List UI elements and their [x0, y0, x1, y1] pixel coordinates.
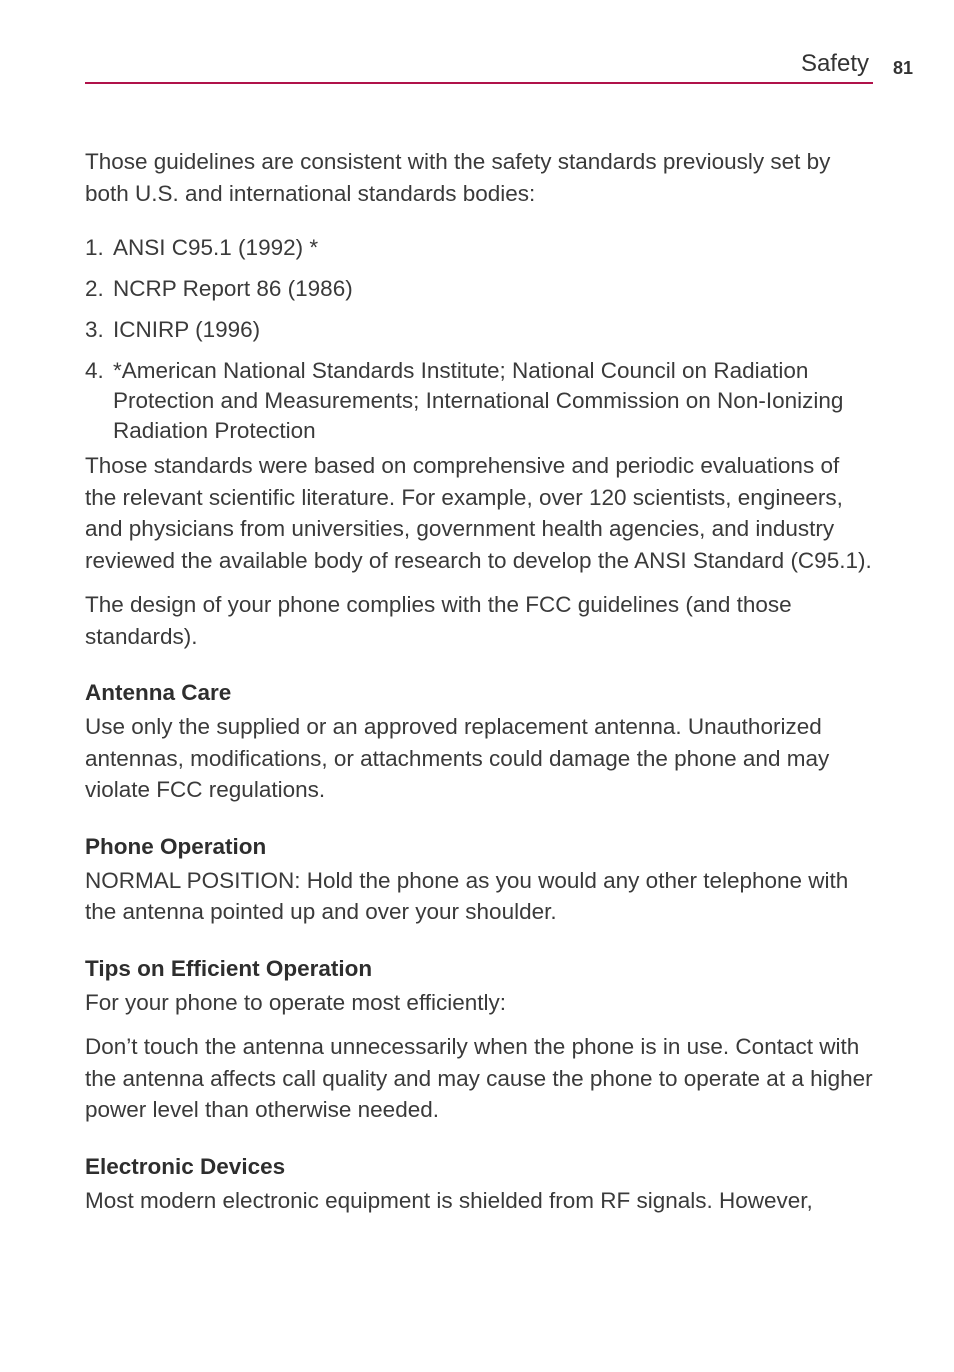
standards-basis-paragraph: Those standards were based on comprehensive and periodic evaluations of the relevant scientific literature. For example, over 120 scientists, engineers, and physicians from universities, government health agencies, and industry reviewed the available body of research to develop the ANSI Standard (C95.1). [85, 453, 872, 573]
list-item [85, 274, 873, 304]
standards-list [85, 233, 873, 446]
page-header [85, 46, 873, 84]
list-item-number: 2. [85, 276, 104, 301]
design-compliance-paragraph: The design of your phone complies with the FCC guidelines (and those standards). [85, 592, 792, 649]
tips-paragraph-detail: Don’t touch the antenna unnecessarily when the phone is in use. Contact with the antenna affects call quality and may cause the phone to operate at a higher power level than otherwise needed. [85, 1034, 873, 1122]
list-item [85, 233, 873, 263]
phone-operation-paragraph: NORMAL POSITION: Hold the phone as you would any other telephone with the antenna pointed up and over your shoulder. [85, 867, 849, 924]
list-item-text: ICNIRP (1996) [113, 317, 261, 342]
electronic-devices-heading: Electronic Devices [85, 1153, 286, 1179]
phone-operation-heading: Phone Operation [85, 833, 267, 859]
tips-paragraph-intro: For your phone to operate most efficiently: [85, 989, 507, 1015]
page-number: 81 [893, 58, 914, 78]
list-item-text: ANSI C95.1 (1992) * [113, 235, 319, 260]
header-divider [85, 82, 873, 84]
list-item-text: NCRP Report 86 (1986) [113, 276, 353, 301]
page-body [85, 146, 873, 1216]
list-item [85, 315, 873, 345]
antenna-care-heading: Antenna Care [85, 680, 232, 705]
tips-heading: Tips on Efficient Operation [85, 955, 373, 981]
electronic-devices-paragraph: Most modern electronic equipment is shielded from RF signals. However, [85, 1187, 813, 1213]
list-item-number: 4. [85, 358, 104, 383]
list-item [85, 356, 873, 446]
list-item-number: 3. [85, 317, 104, 342]
antenna-care-paragraph: Use only the supplied or an approved replacement antenna. Unauthorized antennas, modifications, or attachments could damage the phone and may violate FCC regulations. [85, 714, 830, 802]
list-item-text: *American National Standards Institute; National Council on Radiation Protection and Measurements; International Commission on Non-Ionizing Radiation Protection [113, 358, 844, 443]
intro-paragraph: Those guidelines are consistent with the safety standards previously set by both U.S. and international standards bodies: [85, 149, 831, 206]
section-title: Safety [800, 50, 869, 77]
list-item-number: 1. [85, 235, 104, 260]
